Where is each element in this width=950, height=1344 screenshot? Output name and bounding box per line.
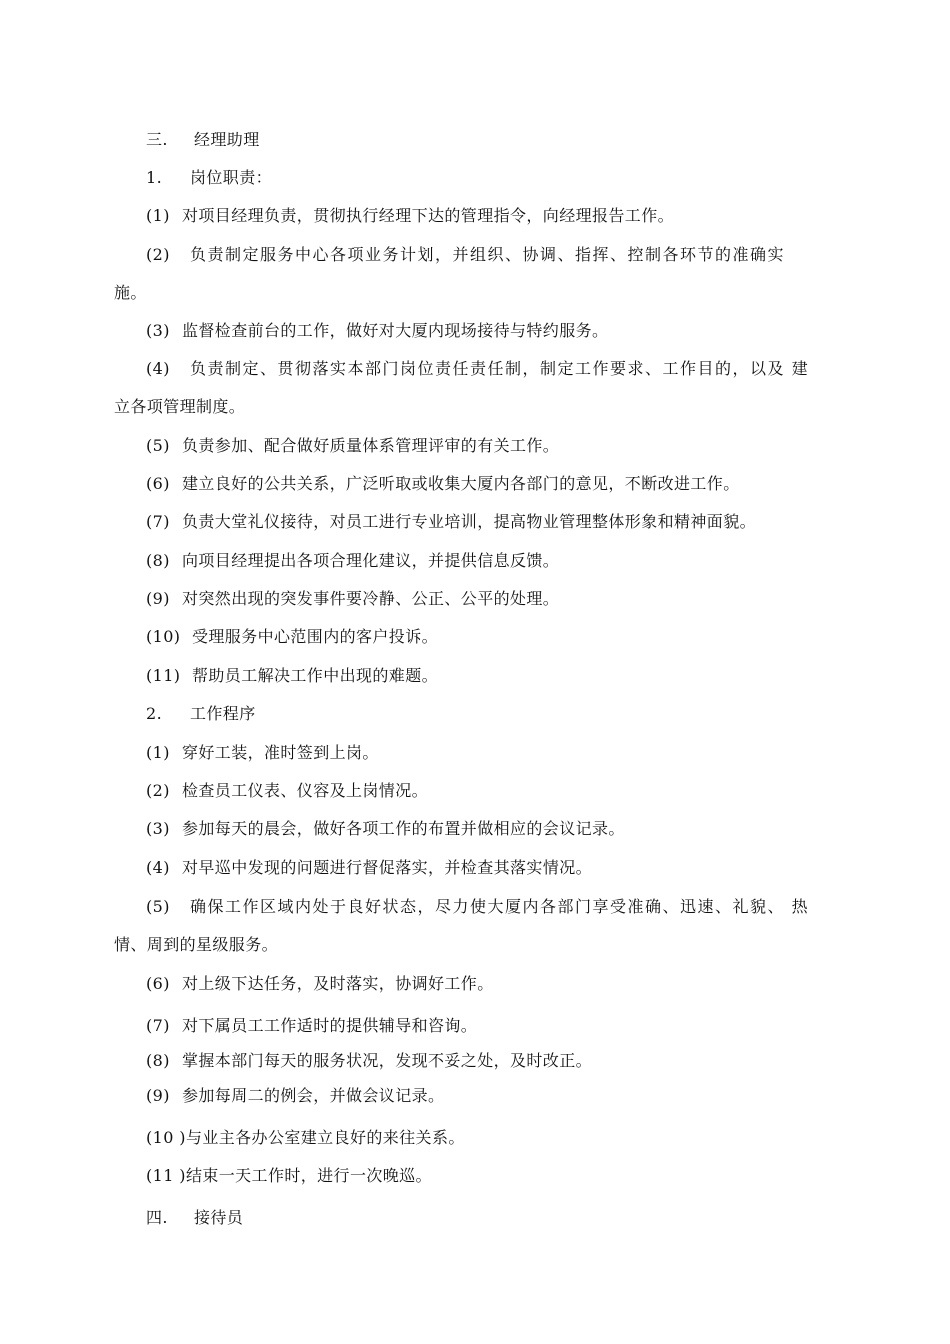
item-text: 检查员工仪表、仪容及上岗情况。 [182, 781, 429, 800]
item-text: 监督检查前台的工作，做好对大厦内现场接待与特约服务。 [182, 321, 609, 340]
procedure-item-3 [146, 819, 625, 839]
item-text: 负责大堂礼仪接待，对员工进行专业培训，提高物业管理整体形象和精神面貌。 [182, 512, 757, 531]
duty-item-6 [146, 474, 740, 494]
section-title: 经理助理 [194, 130, 260, 149]
item-number: (7) [146, 1016, 170, 1035]
item-text: 参加每周二的例会，并做会议记录。 [182, 1086, 445, 1105]
item-text-continuation: 情、周到的星级服务。 [114, 935, 279, 954]
procedure-item-11 [146, 1166, 432, 1186]
item-number: (5) [146, 436, 170, 455]
duty-item-7 [146, 512, 756, 532]
item-number: (8) [146, 1051, 170, 1070]
item-text: 对上级下达任务，及时落实，协调好工作。 [182, 974, 494, 993]
procedure-item-7 [146, 1016, 477, 1036]
item-number: (11) [146, 666, 181, 685]
item-text-continuation: 立各项管理制度。 [114, 397, 246, 416]
section-number: 三. [146, 130, 168, 149]
procedure-item-2 [146, 781, 428, 801]
subheading-title: 岗位职责： [190, 168, 273, 187]
procedure-item-5-continuation [114, 935, 278, 955]
item-number: (6) [146, 474, 170, 493]
item-text: 帮助员工解决工作中出现的难题。 [192, 666, 439, 685]
duty-item-9 [146, 589, 559, 609]
duty-item-11 [146, 666, 438, 686]
item-number: (2) [146, 781, 170, 800]
item-text: 负责制定服务中心各项业务计划，并组织、协调、指挥、控制各环节的准确实 [190, 245, 786, 264]
item-text: 向项目经理提出各项合理化建议，并提供信息反馈。 [182, 551, 560, 570]
item-text-continuation: 施。 [114, 283, 147, 302]
item-text: 对早巡中发现的问题进行督促落实，并检查其落实情况。 [182, 858, 593, 877]
section-title: 接待员 [194, 1208, 244, 1227]
subheading-number: 2. [146, 704, 163, 723]
item-number: (6) [146, 974, 170, 993]
item-text: 受理服务中心范围内的客户投诉。 [192, 627, 439, 646]
item-text: 对突然出现的突发事件要冷静、公正、公平的处理。 [182, 589, 560, 608]
item-text: 对下属员工工作适时的提供辅导和咨询。 [182, 1016, 478, 1035]
item-text: 结束一天工作时，进行一次晚巡。 [185, 1166, 432, 1185]
item-number: (4) [146, 858, 170, 877]
duty-item-3 [146, 321, 608, 341]
item-number: (3) [146, 819, 170, 838]
item-number: (5) [146, 897, 170, 916]
section-heading-3 [146, 130, 260, 150]
duty-item-10 [146, 627, 438, 647]
duty-item-4 [146, 359, 809, 379]
item-number: (4) [146, 359, 170, 378]
item-text: 参加每天的晨会，做好各项工作的布置并做相应的会议记录。 [182, 819, 625, 838]
item-text: 负责参加、配合做好质量体系管理评审的有关工作。 [182, 436, 560, 455]
item-number: (1) [146, 743, 170, 762]
item-number: (8) [146, 551, 170, 570]
duty-item-1 [146, 206, 674, 226]
item-number: (10 ) [146, 1128, 186, 1147]
item-number: (10) [146, 627, 181, 646]
duty-item-2-continuation [114, 283, 147, 303]
duty-item-8 [146, 551, 559, 571]
item-number: (11 ) [146, 1166, 186, 1185]
item-number: (2) [146, 245, 170, 264]
item-text: 与业主各办公室建立良好的来往关系。 [185, 1128, 465, 1147]
procedure-item-6 [146, 974, 494, 994]
subheading-procedures [146, 704, 256, 724]
item-text: 对项目经理负责，贯彻执行经理下达的管理指令，向经理报告工作。 [182, 206, 675, 225]
subheading-title: 工作程序 [190, 704, 256, 723]
item-text: 负责制定、贯彻落实本部门岗位责任责任制，制定工作要求、工作目的，以及 建 [190, 359, 810, 378]
item-number: (9) [146, 1086, 170, 1105]
item-text: 确保工作区域内处于良好状态，尽力使大厦内各部门享受准确、迅速、礼貌、 热 [190, 897, 810, 916]
subheading-duties [146, 168, 272, 188]
duty-item-5 [146, 436, 559, 456]
duty-item-2 [146, 245, 785, 265]
procedure-item-8 [146, 1051, 592, 1071]
item-number: (3) [146, 321, 170, 340]
procedure-item-10 [146, 1128, 465, 1148]
subheading-number: 1. [146, 168, 163, 187]
section-heading-4 [146, 1208, 243, 1228]
procedure-item-9 [146, 1086, 444, 1106]
item-text: 掌握本部门每天的服务状况，发现不妥之处，及时改正。 [182, 1051, 593, 1070]
procedure-item-4 [146, 858, 592, 878]
item-text: 建立良好的公共关系，广泛听取或收集大厦内各部门的意见，不断改进工作。 [182, 474, 740, 493]
duty-item-4-continuation [114, 397, 245, 417]
section-number: 四. [146, 1208, 168, 1227]
item-number: (1) [146, 206, 170, 225]
procedure-item-5 [146, 897, 809, 917]
item-number: (9) [146, 589, 170, 608]
procedure-item-1 [146, 743, 379, 763]
item-text: 穿好工装，准时签到上岗。 [182, 743, 379, 762]
item-number: (7) [146, 512, 170, 531]
